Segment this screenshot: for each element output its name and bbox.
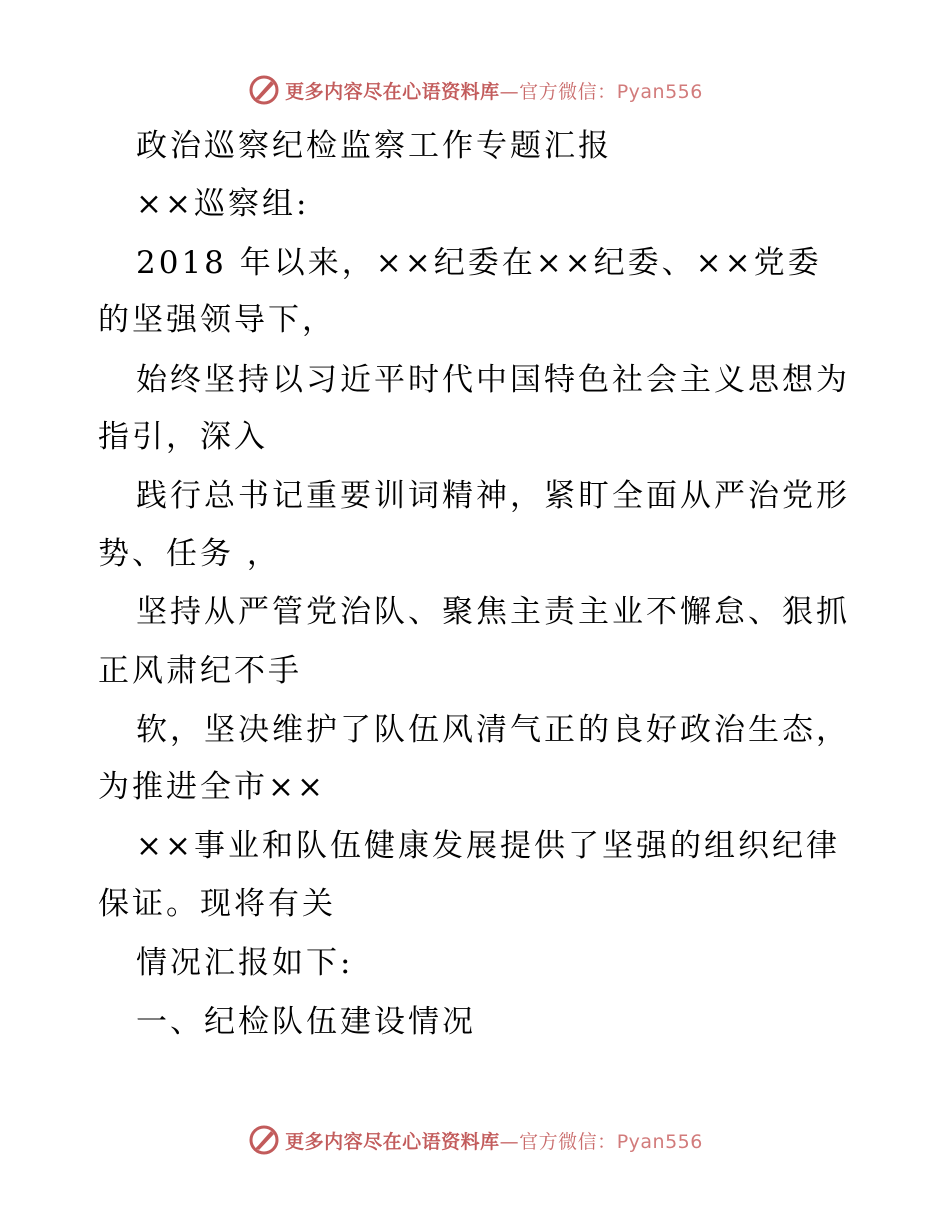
- watermark-wechat-id: Pyan556: [616, 80, 703, 103]
- section-heading: 一、纪检队伍建设情况: [136, 1004, 476, 1040]
- paragraph-line: 2018 年以来，××纪委在××纪委、××党委: [136, 245, 822, 281]
- paragraph-line: 正风肃纪不手: [98, 653, 302, 689]
- watermark-dash: —: [499, 80, 520, 103]
- document-title: 政治巡察纪检监察工作专题汇报: [136, 128, 612, 164]
- paragraph-line: 势、任务 ，: [98, 536, 281, 572]
- watermark-site-text: 更多内容尽在心语资料库: [285, 80, 500, 103]
- paragraph-line: 软，坚决维护了队伍风清气正的良好政治生态，: [136, 712, 850, 748]
- watermark-banner-top: [0, 70, 950, 110]
- paragraph-line: ××事业和队伍健康发展提供了坚强的组织纪律: [136, 828, 840, 864]
- paragraph-line: 情况汇报如下:: [136, 945, 354, 981]
- watermark-text: [285, 1127, 703, 1154]
- paragraph-line: 保证。现将有关: [98, 886, 336, 922]
- paragraph-line: 指引，深入: [98, 419, 268, 455]
- watermark-banner-bottom: [0, 1120, 950, 1160]
- watermark-site-text: 更多内容尽在心语资料库: [285, 1130, 500, 1153]
- paragraph-line: 始终坚持以习近平时代中国特色社会主义思想为: [136, 362, 850, 398]
- quill-pen-logo-icon: [247, 1123, 281, 1157]
- paragraph-line: 践行总书记重要训词精神，紧盯全面从严治党形: [136, 478, 850, 514]
- paragraph-line: 坚持从严管党治队、聚焦主责主业不懈怠、狠抓: [136, 594, 850, 630]
- quill-pen-logo-icon: [247, 73, 281, 107]
- watermark-wechat-label: 官方微信：: [519, 1130, 617, 1153]
- watermark-wechat-id: Pyan556: [616, 1130, 703, 1153]
- paragraph-line: 的坚强领导下，: [98, 302, 336, 338]
- watermark-wechat-label: 官方微信：: [519, 80, 617, 103]
- document-salutation: ××巡察组:: [136, 186, 310, 222]
- watermark-text: [285, 77, 703, 104]
- paragraph-line: 为推进全市××: [98, 769, 326, 805]
- watermark-dash: —: [499, 1130, 520, 1153]
